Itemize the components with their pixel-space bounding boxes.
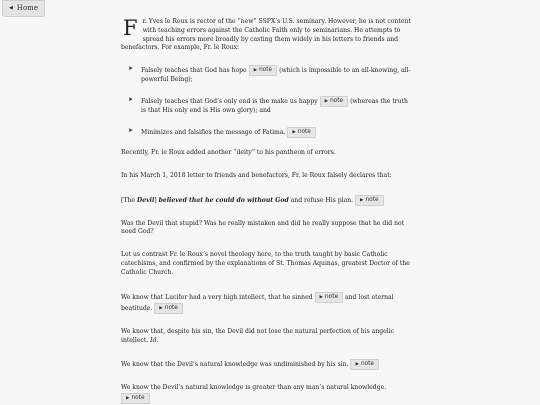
error-list [121, 65, 414, 138]
note-button[interactable]: ▶ note [350, 359, 379, 370]
play-icon: ▶ [355, 362, 359, 368]
play-icon: ▶ [324, 99, 329, 105]
play-icon: ▶ [159, 305, 163, 311]
intro-text: r. Yves le Roux is rector of the “new” SSPX’s U.S. seminary. However, he is not content with teaching errors against the Catholic Faith only to seminarians. He attempts to spread his errors more broadly by casting them widely in his letters to friends and benefactors. For example, Fr. le Roux: [121, 18, 411, 52]
drop-cap: F [123, 16, 138, 40]
list-item: ➤ Falsely teaches that God has hope ▶ note (which is impossible to an all-knowing, all-powerful Being); [128, 65, 411, 84]
triangle-left-icon: ◀ [9, 5, 13, 11]
arrow-bullet-icon: ➤ [128, 65, 134, 73]
intro-paragraph [121, 18, 414, 53]
home-label: Home [16, 4, 38, 12]
paragraph: In his March 1, 2018 letter to friends and benefactors, Fr. le Roux falsely declares that: [121, 171, 392, 179]
play-icon: ▶ [292, 129, 296, 135]
play-icon: ▶ [253, 68, 258, 74]
note-button[interactable]: ▶ note [249, 65, 278, 76]
play-icon: ▶ [126, 396, 130, 402]
home-button[interactable] [2, 0, 45, 17]
article [121, 13, 414, 404]
note-button[interactable]: ▶ note [121, 393, 150, 404]
play-icon: ▶ [360, 197, 364, 203]
list-item: ➤ Falsely teaches that God’s only end is the make us happy ▶ note (whereas the truth is that His only end is His own glory); and [128, 96, 408, 115]
note-button[interactable]: ▶ note [154, 303, 183, 314]
arrow-bullet-icon: ➤ [128, 96, 134, 104]
paragraph: We know that, despite his sin, the Devil did not lose the natural perfection of his angelic intellect. Id. [121, 327, 395, 344]
note-button[interactable]: ▶ note [287, 127, 316, 138]
paragraph: We know the Devil’s natural knowledge is greater than any man’s natural knowledge. ▶ note [121, 384, 414, 404]
play-icon: ▶ [319, 294, 323, 300]
quote-paragraph: [The Devil] believed that he could do without God and refuse His plan. ▶ note [121, 195, 414, 206]
note-button[interactable]: ▶ note [320, 96, 349, 107]
note-button[interactable]: ▶ note [315, 292, 344, 303]
paragraph: Was the Devil that stupid? Was he really mistaken and did he really suppose that he did not need God? [121, 219, 405, 236]
paragraph: We know that Lucifer had a very high intellect, that he sinned ▶ note and lost eternal beatitude. ▶ note [121, 293, 394, 312]
list-item: ➤ Minimizes and falsifies the message of Fatima. ▶ note [121, 127, 414, 138]
arrow-bullet-icon: ➤ [128, 126, 134, 134]
paragraph: Recently, Fr. le Roux added another “deity” to his pantheon of errors. [121, 148, 336, 156]
paragraph: We know that the Devil’s natural knowledge was undiminished by his sin. ▶ note [121, 359, 414, 370]
note-button[interactable]: ▶ note [355, 195, 384, 206]
paragraph: Let us contrast Fr. le Roux’s novel theology here, to the truth taught by basic Catholic catechisms, and confirmed by the explanations of St. Thomas Aquinas, greatest Doctor of the Catholic Church. [121, 251, 410, 276]
